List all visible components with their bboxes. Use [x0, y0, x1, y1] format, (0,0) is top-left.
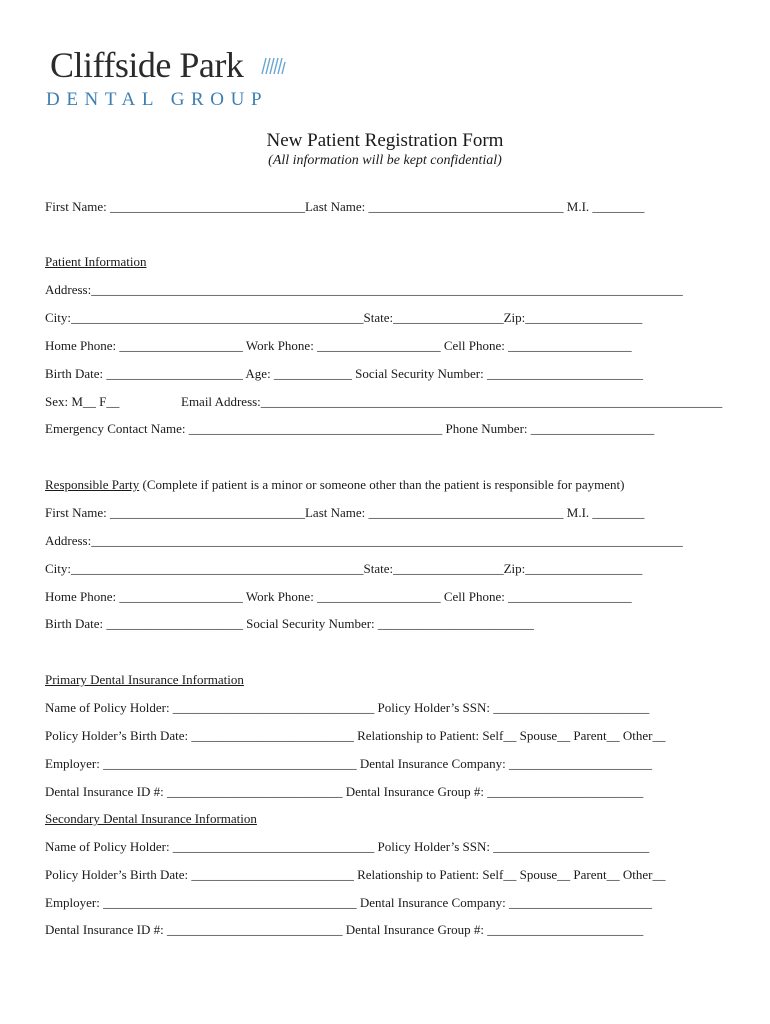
secondary-holder-line[interactable]: Name of Policy Holder: _______________________________ Policy Holder’s SSN: ________________________ [45, 839, 650, 854]
patient-address-line[interactable]: Address:___________________________________________________________________________________________ [45, 282, 683, 297]
patient-sex-line[interactable]: Sex: M__ F__ [45, 394, 120, 409]
section-heading-secondary [45, 811, 257, 827]
secondary-employer-line[interactable]: Employer: _______________________________________ Dental Insurance Company: ______________________ [45, 895, 652, 910]
patient-name-line[interactable]: First Name: ______________________________Last Name: ______________________________ M.I. ________ [45, 199, 645, 214]
patient-birth-line[interactable]: Birth Date: _____________________ Age: ____________ Social Security Number: ________________________ [45, 366, 643, 381]
primary-holder-line[interactable]: Name of Policy Holder: _______________________________ Policy Holder’s SSN: ________________________ [45, 700, 650, 715]
primary-employer-line[interactable]: Employer: _______________________________________ Dental Insurance Company: ______________________ [45, 756, 652, 771]
patient-phones-line[interactable]: Home Phone: ___________________ Work Phone: ___________________ Cell Phone: ___________________ [45, 338, 632, 353]
section-title: Secondary Dental Insurance Information [45, 811, 257, 826]
section-title: Patient Information [45, 254, 147, 269]
logo [46, 44, 306, 114]
section-heading-primary [45, 672, 244, 688]
primary-id-line[interactable]: Dental Insurance ID #: ___________________________ Dental Insurance Group #: ________________________ [45, 784, 644, 799]
patient-city-line[interactable]: City:_____________________________________________State:_________________Zip:__________________ [45, 310, 643, 325]
responsible-name-line[interactable]: First Name: ______________________________Last Name: ______________________________ M.I. ________ [45, 505, 645, 520]
section-heading-responsible [45, 477, 624, 493]
section-heading-patient [45, 254, 146, 270]
section-title: Primary Dental Insurance Information [45, 672, 244, 687]
section-title: Responsible Party [45, 477, 140, 492]
section-note: (Complete if patient is a minor or someone other than the patient is responsible for payment) [139, 477, 625, 492]
form-title: New Patient Registration Form [266, 130, 504, 151]
responsible-phones-line[interactable]: Home Phone: ___________________ Work Phone: ___________________ Cell Phone: ___________________ [45, 589, 632, 604]
responsible-address-line[interactable]: Address:___________________________________________________________________________________________ [45, 533, 683, 548]
patient-emergency-line[interactable]: Emergency Contact Name: _______________________________________ Phone Number: ___________________ [45, 421, 655, 436]
wave-lines-icon [260, 56, 286, 76]
responsible-city-line[interactable]: City:_____________________________________________State:_________________Zip:__________________ [45, 561, 643, 576]
primary-birth-line[interactable]: Policy Holder’s Birth Date: _________________________ Relationship to Patient: Self__ Spouse__ Parent__ Other__ [45, 728, 666, 743]
form-subtitle: (All information will be kept confidential) [268, 153, 502, 168]
patient-email-line[interactable]: Email Address:_______________________________________________________________________ [181, 394, 723, 409]
secondary-birth-line[interactable]: Policy Holder’s Birth Date: _________________________ Relationship to Patient: Self__ Spouse__ Parent__ Other__ [45, 867, 666, 882]
secondary-id-line[interactable]: Dental Insurance ID #: ___________________________ Dental Insurance Group #: ________________________ [45, 922, 644, 937]
logo-subtitle: DENTAL GROUP [46, 89, 269, 110]
logo-name: Cliffside Park [50, 45, 244, 85]
responsible-birth-line[interactable]: Birth Date: _____________________ Social Security Number: ________________________ [45, 616, 534, 631]
